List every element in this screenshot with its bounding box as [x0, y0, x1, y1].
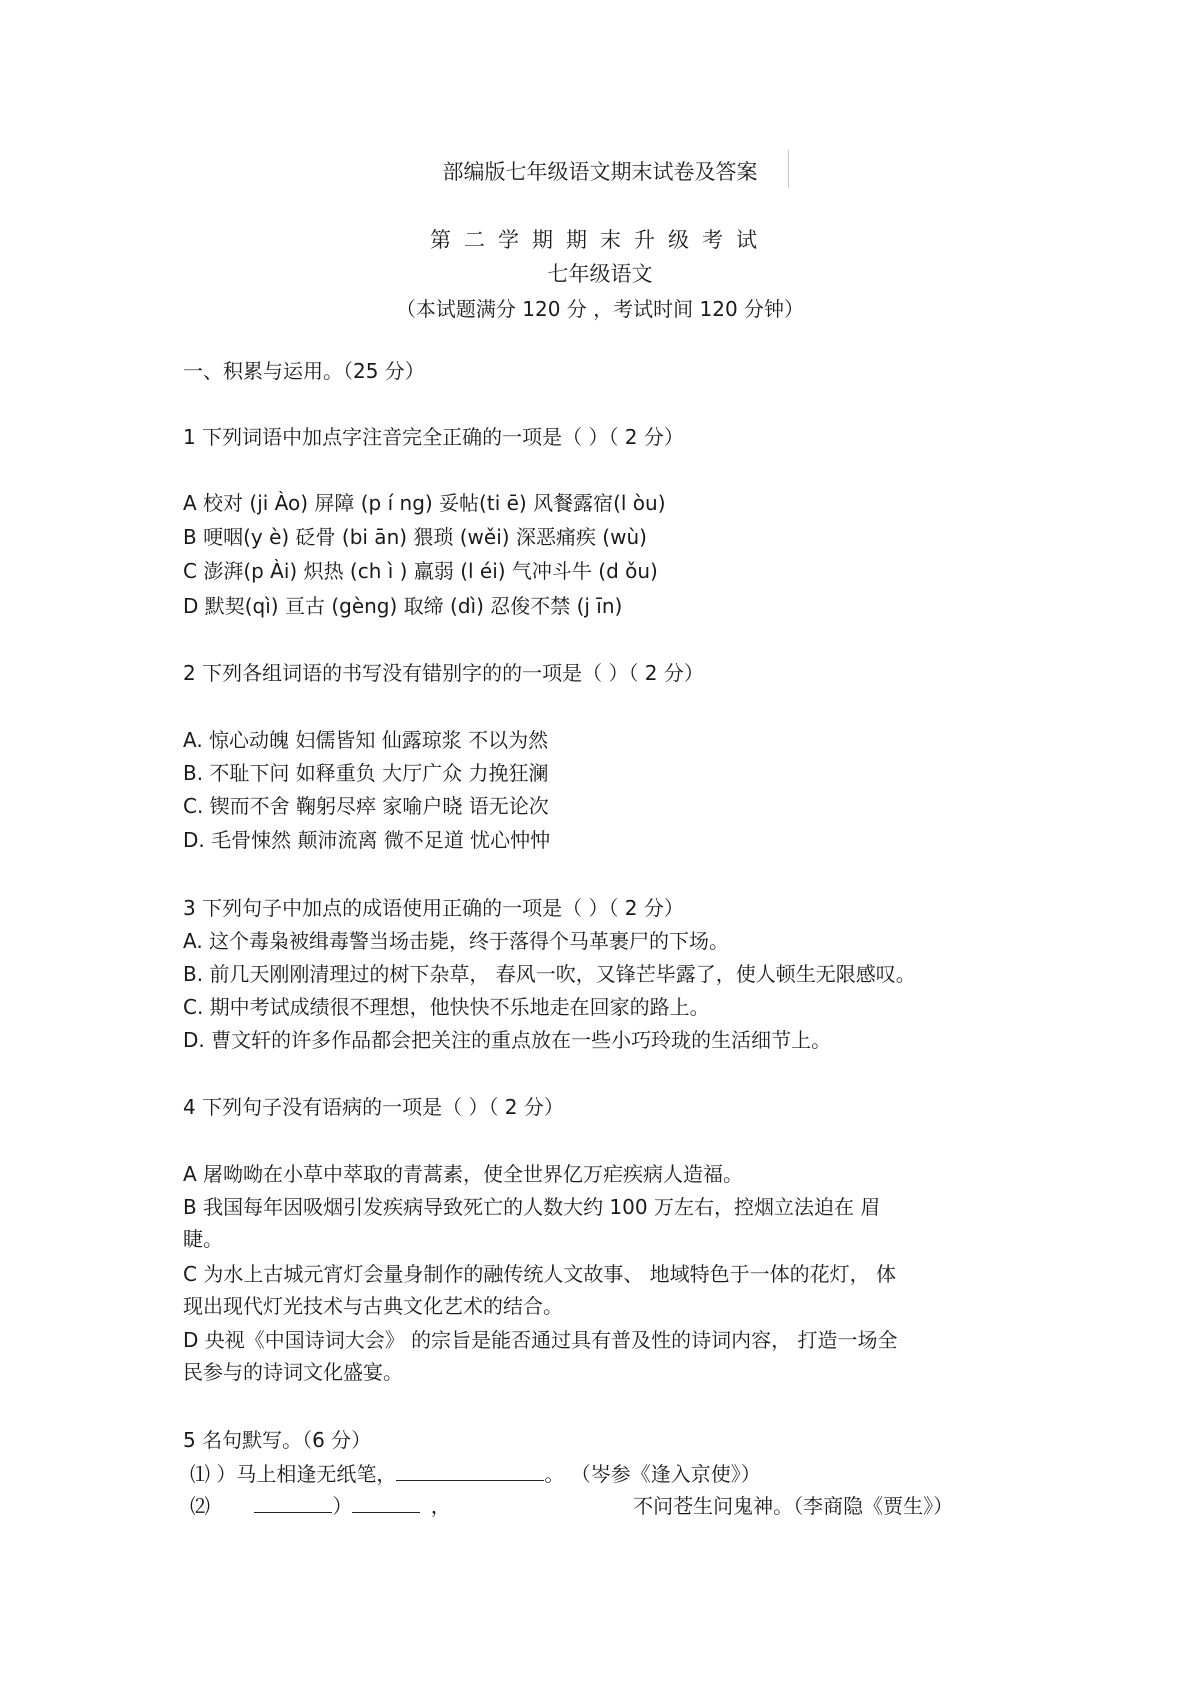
- question-3-option-c: C. 期中考试成绩很不理想，他快快不乐地走在回家的路上。: [183, 995, 710, 1019]
- question-3-stem: 3 下列句子中加点的成语使用正确的一项是（ ）（ 2 分）: [183, 896, 684, 920]
- question-4-option-d: D 央视《中国诗词大会》 的宗旨是能否通过具有普及性的诗词内容， 打造一场全: [183, 1328, 898, 1352]
- question-1-option-b: B 哽咽(y è) 砭骨 (bi ān) 猥琐 (wěi) 深恶痛疾 (wù): [183, 525, 647, 549]
- question-3-option-d: D. 曹文轩的许多作品都会把关注的重点放在一些小巧玲珑的生活细节上。: [183, 1028, 832, 1052]
- item-1-answer-blank[interactable]: [396, 1480, 544, 1481]
- item-2-mid: ）: [332, 1494, 353, 1518]
- question-4-option-c-cont: 现出现代灯光技术与古典文化艺术的结合。: [183, 1294, 563, 1318]
- item-2-answer-blank-a[interactable]: [254, 1512, 332, 1513]
- exam-name: 第二学期期末升级考试: [430, 228, 770, 252]
- grade-subject: 七年级语文: [547, 262, 653, 286]
- item-2-prefix: ⑵: [190, 1494, 210, 1518]
- text-cursor-mark: [788, 150, 789, 188]
- question-4-option-d-cont: 民参与的诗词文化盛宴。: [183, 1360, 403, 1384]
- item-2-answer-blank-b[interactable]: [352, 1512, 420, 1513]
- question-1-option-c: C 澎湃(p Ài) 炽热 (ch ì ) 羸弱 (l éi) 气冲斗牛 (d ǒu): [183, 559, 658, 583]
- question-4-option-b-cont: 睫。: [183, 1227, 223, 1251]
- item-1-suffix: 。 （岑参《逢入京使》）: [544, 1462, 761, 1486]
- question-3-option-a: A. 这个毒枭被缉毒警当场击毙，终于落得个马革裹尸的下场。: [183, 929, 730, 953]
- question-2-option-c: C. 锲而不舍 鞠躬尽瘁 家喻户晓 语无论次: [183, 794, 549, 818]
- question-3-option-b: B. 前几天刚刚清理过的树下杂草， 春风一吹，又锋芒毕露了，使人顿生无限感叹。: [183, 962, 916, 986]
- document-title: 部编版七年级语文期末试卷及答案: [442, 160, 758, 184]
- section-heading: 一、积累与运用。（25 分）: [183, 359, 425, 383]
- question-2-option-d: D. 毛骨悚然 颠沛流离 微不足道 忧心忡忡: [183, 828, 551, 852]
- question-4-option-c: C 为水上古城元宵灯会量身制作的融传统人文故事、 地域特色于一体的花灯， 体: [183, 1262, 897, 1286]
- question-1-option-a: A 校对 (ji Ào) 屏障 (p í ng) 妥帖(ti ē) 风餐露宿(l òu): [183, 491, 666, 515]
- item-2-comma: ，: [430, 1494, 451, 1518]
- question-4-option-b: B 我国每年因吸烟引发疾病导致死亡的人数大约 100 万左右，控烟立法迫在 眉: [183, 1195, 881, 1219]
- question-5-item-2: [190, 1493, 953, 1519]
- question-5-item-1: [190, 1461, 761, 1487]
- question-2-option-b: B. 不耻下问 如释重负 大厅广众 力挽狂澜: [183, 761, 549, 785]
- question-1-option-d: D 默契(qì) 亘古 (gèng) 取缔 (dì) 忍俊不禁 (j īn): [183, 594, 623, 618]
- question-2-option-a: A. 惊心动魄 妇儒皆知 仙露琼浆 不以为然: [183, 728, 549, 752]
- item-1-prefix: ⑴ ）马上相逢无纸笔，: [190, 1462, 397, 1486]
- question-4-stem: 4 下列句子没有语病的一项是（ ）（ 2 分）: [183, 1095, 564, 1119]
- question-5-stem: 5 名句默写。（6 分）: [183, 1428, 372, 1452]
- question-1-stem: 1 下列词语中加点字注音完全正确的一项是（ ）（ 2 分）: [183, 425, 684, 449]
- question-2-stem: 2 下列各组词语的书写没有错别字的的一项是（ ）（ 2 分）: [183, 661, 704, 685]
- question-4-option-a: A 屠呦呦在小草中萃取的青蒿素，使全世界亿万疟疾病人造福。: [183, 1162, 744, 1186]
- item-2-suffix: 不问苍生问鬼神。（李商隐《贾生》）: [633, 1494, 954, 1518]
- exam-info: （本试题满分 120 分 ，考试时间 120 分钟）: [395, 297, 805, 321]
